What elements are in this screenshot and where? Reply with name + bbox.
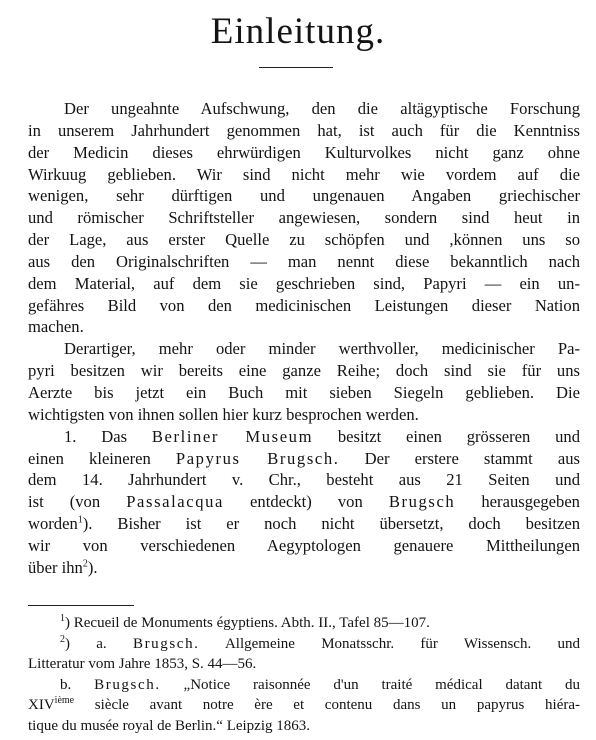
footnote-2b — [28, 675, 580, 737]
footnote-mark-1: 1 — [60, 613, 65, 624]
footnote-ref-2: 2 — [82, 558, 88, 570]
text-line — [28, 448, 580, 470]
text-line: wichtigsten von ihnen sollen hier kurz besprochen werden. — [28, 404, 419, 424]
paragraph-1 — [28, 98, 580, 338]
main-text — [28, 98, 580, 579]
text-run: ). Bisher ist er noch nicht übersetzt, doch besitzen — [82, 514, 580, 534]
footnote-2 — [28, 634, 580, 675]
text-line: der Lage, aus erster Quelle zu schöpfen und ,können uns so — [28, 230, 580, 250]
title-underline-rule — [259, 67, 333, 68]
text-run: worden — [28, 514, 78, 534]
text-line — [28, 695, 580, 716]
text-line: wenigen, sehr dürftigen und ungenauen Angaben griechischer — [28, 186, 580, 206]
paragraph-2 — [28, 338, 580, 425]
text-line: wir von verschiedenen Aegyptologen genauere Mittheilungen — [28, 535, 580, 555]
text-line: pyri besitzen wir bereits eine ganze Reihe; doch sind sie für uns — [28, 361, 580, 381]
text-run: 1. Das — [64, 426, 152, 446]
text-line: Aerzte bis jetzt ein Buch mit sieben Siegeln geblieben. Die — [28, 382, 580, 402]
text-line: aus den Originalschriften — man nennt diese bekanntlich nach — [28, 251, 580, 271]
text-line — [28, 675, 580, 696]
text-run: XIV — [28, 697, 55, 713]
spaced-name-brugsch: Brugsch — [388, 492, 456, 512]
text-run: ) a. — [65, 635, 133, 652]
footnote-ref-1: 1 — [77, 514, 83, 526]
text-line: dem Material, auf dem sie geschrieben sind, Papyri — ein un- — [28, 273, 580, 293]
footnote-mark-2: 2 — [60, 633, 65, 645]
text-line: Wirkuug geblieben. Wir sind nicht mehr wie vordem auf die — [28, 164, 580, 184]
text-run: besitzt einen grösseren und — [313, 426, 580, 446]
spaced-name-papyrus-brugsch: Papyrus Brugsch. — [175, 448, 340, 468]
footnote-separator-rule — [28, 605, 134, 606]
text-line — [28, 613, 580, 634]
text-run: über ihn — [28, 557, 83, 577]
superscript-ieme: ième — [54, 695, 75, 706]
text-line: dem 14. Jahrhundert v. Chr., besteht aus 21 Seiten und — [28, 470, 580, 490]
text-line: Der ungeahnte Aufschwung, den die altägyptische Forschung — [64, 99, 580, 118]
paragraph-3 — [28, 426, 580, 579]
text-run: Allgemeine Monatsschr. für Wissensch. und — [199, 635, 580, 652]
text-line: Litteratur vom Jahre 1853, S. 44—56. — [28, 656, 257, 672]
text-line: Derartiger, mehr oder minder werthvoller, medicinischer Pa- — [64, 339, 580, 359]
text-run: ) Recueil de Monuments égyptiens. Abth. II., Tafel 85—107. — [65, 615, 430, 631]
text-run: „Notice raisonnée d'un traité médical datant du — [160, 676, 580, 693]
text-run: herausgegeben — [455, 492, 580, 512]
text-line: in unserem Jahrhundert genommen hat, ist auch für die Kenntniss — [28, 120, 580, 140]
text-line: der Medicin dieses ehrwürdigen Kulturvolkes nicht ganz ohne — [28, 142, 580, 162]
text-line — [28, 557, 580, 579]
spaced-name-brugsch: Brugsch. — [132, 635, 200, 652]
text-run: ). — [87, 557, 98, 577]
text-line: und römischer Schriftsteller angewiesen, sondern sind heut in — [28, 208, 580, 228]
text-line: tique du musée royal de Berlin.“ Leipzig 1863. — [28, 717, 311, 734]
footnotes — [28, 613, 580, 736]
text-run: b. — [60, 676, 95, 693]
spaced-name-brugsch: Brugsch. — [94, 676, 161, 693]
text-run: einen kleineren — [28, 448, 176, 468]
text-line: gefähres Bild von den medicinischen Leistungen dieser Nation — [28, 295, 580, 315]
text-line — [28, 491, 580, 513]
chapter-title: Einleitung. — [210, 11, 386, 52]
text-run: ist (von — [28, 492, 127, 512]
spaced-name-passalacqua: Passalacqua — [126, 492, 224, 512]
text-run: siècle avant notre ère et contenu dans un papyrus hiéra- — [74, 697, 580, 713]
text-line — [28, 513, 580, 535]
text-line — [28, 634, 580, 655]
text-line — [28, 426, 580, 448]
spaced-name-berliner-museum: Berliner Museum — [151, 426, 314, 446]
text-run: Der erstere stammt aus — [339, 448, 580, 468]
text-run: entdeckt) von — [224, 492, 389, 512]
footnote-1 — [28, 613, 580, 634]
text-line: machen. — [28, 317, 84, 337]
